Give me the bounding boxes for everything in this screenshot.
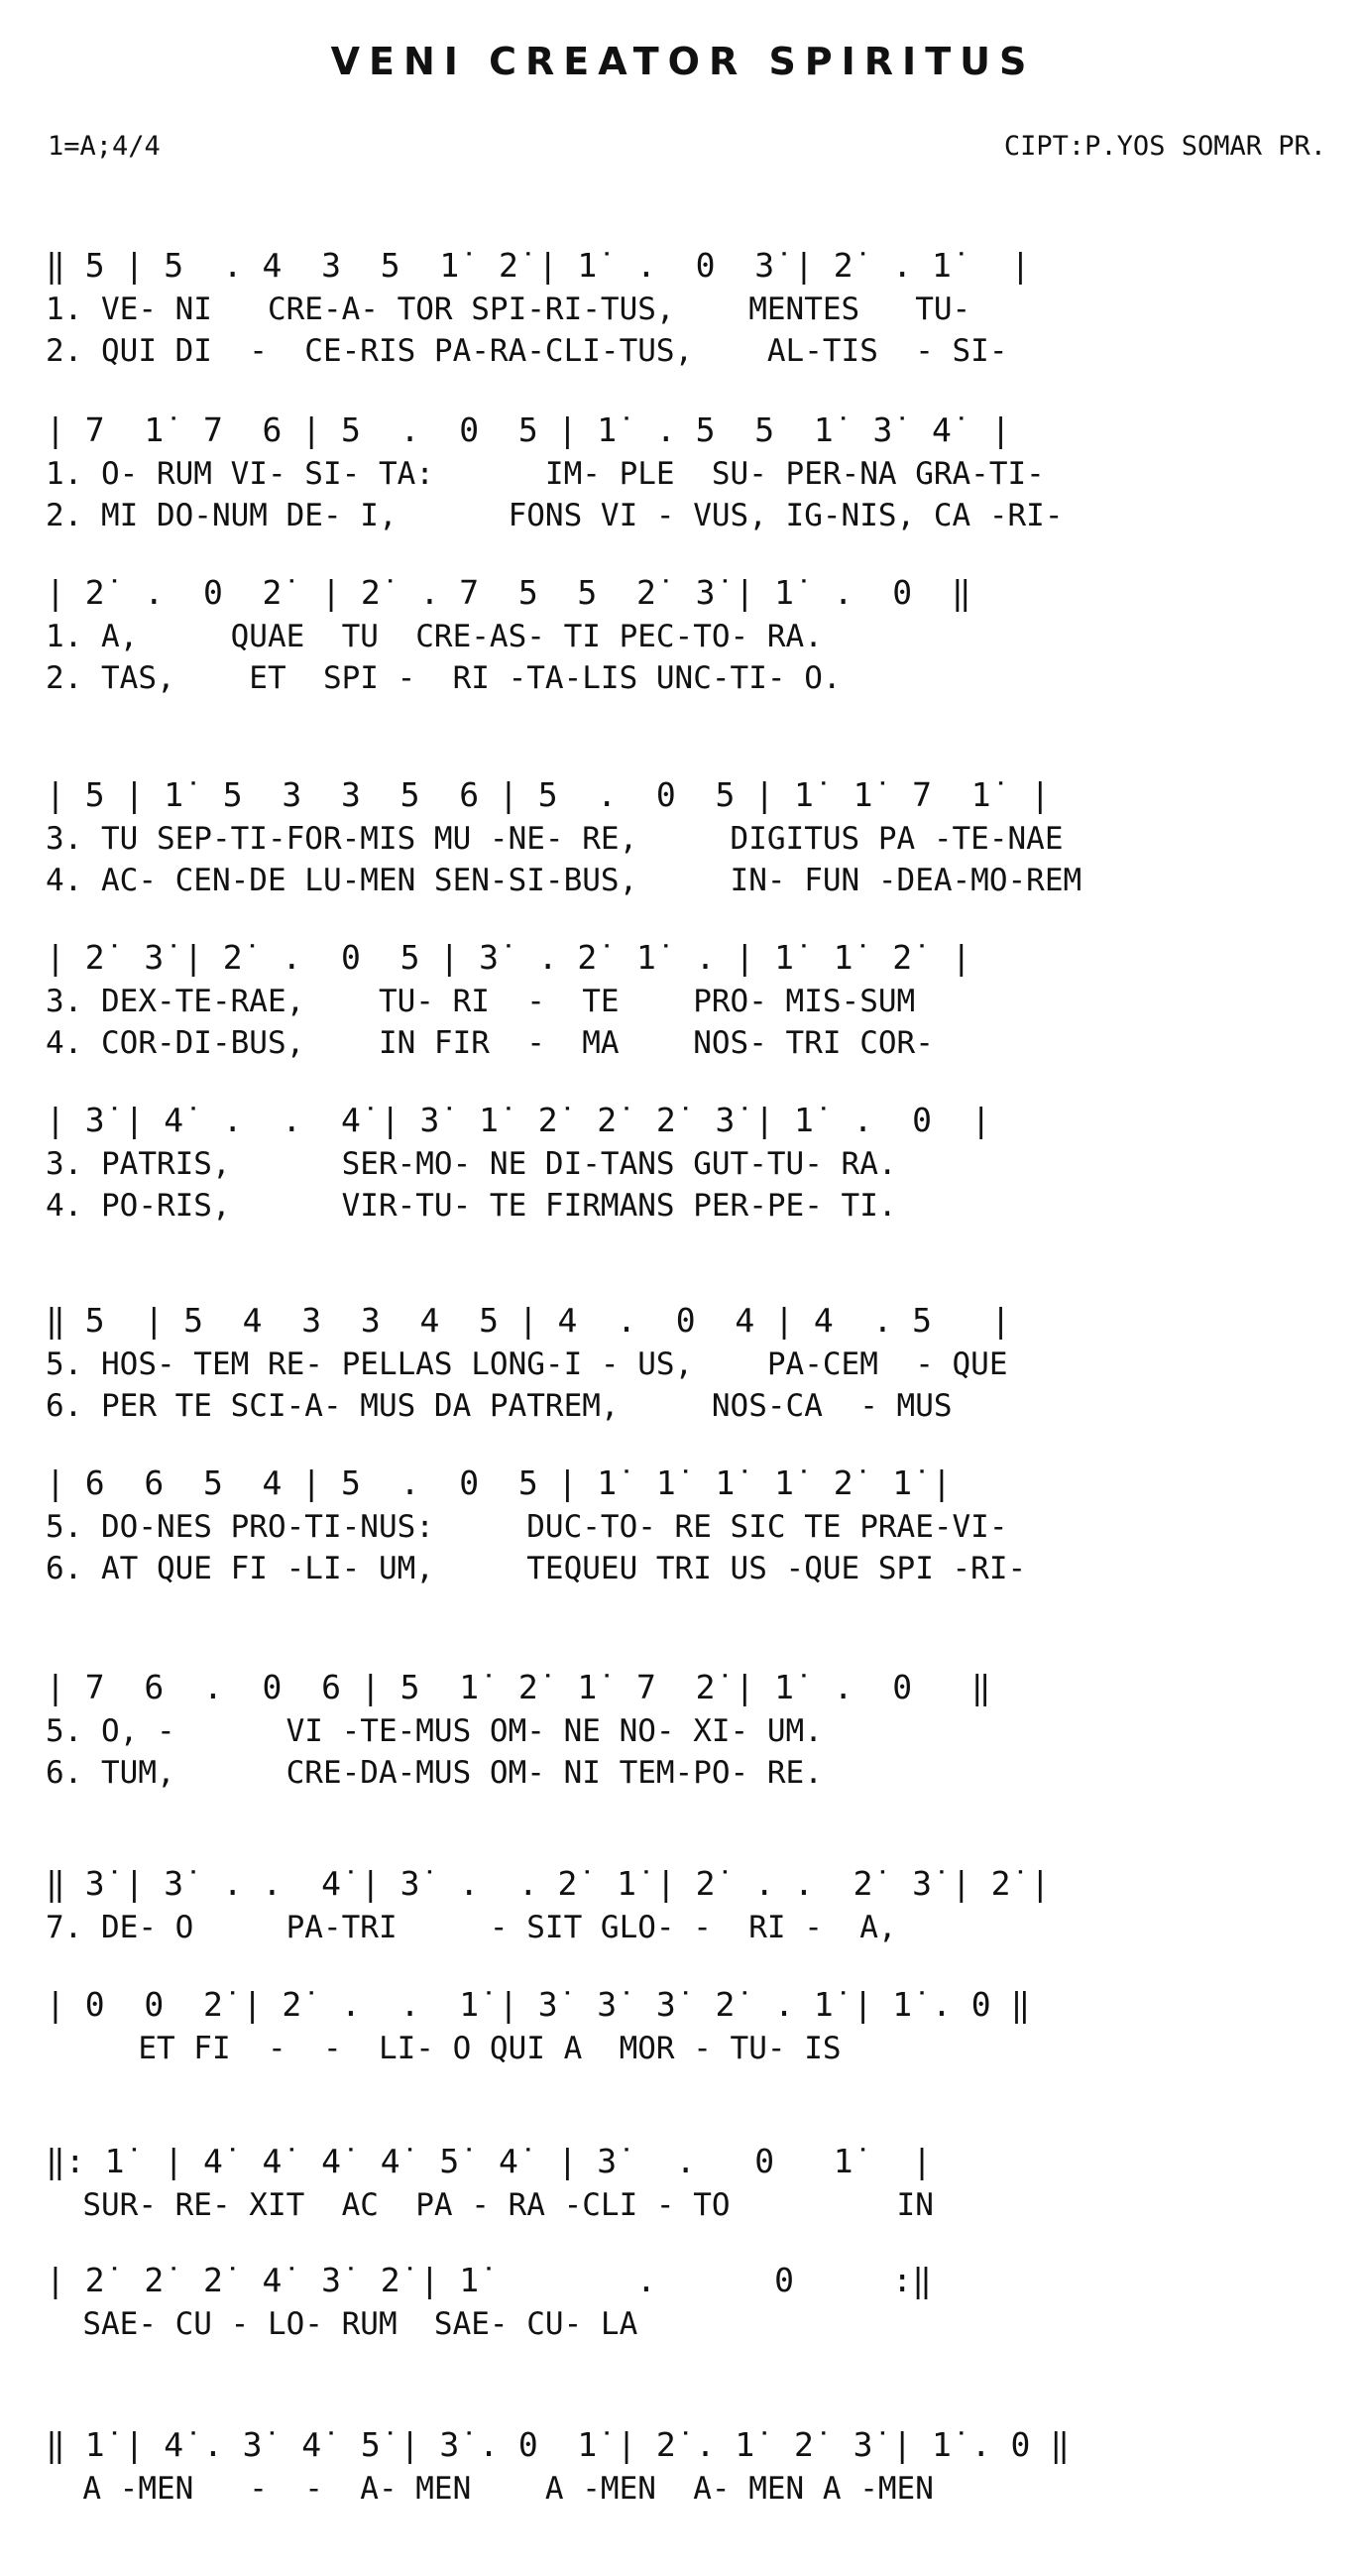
lyric-line: 4. PO-RIS, VIR-TU- TE FIRMANS PER-PE- TI. xyxy=(46,1188,897,1224)
notation-line: | 7 6 . 0 6 | 5 1̇ 2̇ 1̇ 7 2̇ | 1̇ . 0 ‖ xyxy=(46,1668,991,1706)
notation-line: ‖ 1̇ | 4̇ . 3̇ 4̇ 5̇ | 3̇ . 0 1̇ | 2̇ . 1̇ 2̇ 3̇ | 1̇ . 0 ‖ xyxy=(46,2425,1071,2464)
notation-line: | 7 1̇ 7 6 | 5 . 0 5 | 1̇ . 5 5 1̇ 3̇ 4̇ | xyxy=(46,410,1011,449)
lyric-line: 5. DO-NES PRO-TI-NUS: DUC-TO- RE SIC TE PRAE-VI- xyxy=(46,1509,1008,1545)
notation-line: | 2̇ 3̇ | 2̇ . 0 5 | 3̇ . 2̇ 1̇ . | 1̇ 1̇ 2̇ | xyxy=(46,938,971,977)
lyric-line: 2. QUI DI - CE-RIS PA-RA-CLI-TUS, AL-TIS - SI- xyxy=(46,333,1008,369)
lyric-line: 5. HOS- TEM RE- PELLAS LONG-I - US, PA-CEM - QUE xyxy=(46,1347,1008,1382)
lyric-line: 1. VE- NI CRE-A- TOR SPI-RI-TUS, MENTES TU- xyxy=(46,292,971,327)
notation-line: | 6 6 5 4 | 5 . 0 5 | 1̇ 1̇ 1̇ 1̇ 2̇ 1̇ | xyxy=(46,1464,952,1502)
lyric-line: 5. O, - VI -TE-MUS OM- NE NO- XI- UM. xyxy=(46,1713,823,1749)
lyric-line: ET FI - - LI- O QUI A MOR - TU- IS xyxy=(46,2031,842,2066)
lyric-line: 7. DE- O PA-TRI - SIT GLO- - RI - A, xyxy=(46,1910,897,1945)
lyric-line: 2. TAS, ET SPI - RI -TA-LIS UNC-TI- O. xyxy=(46,660,842,696)
notation-line: ‖ 5 | 5 4 3 3 4 5 | 4 . 0 4 | 4 . 5 | xyxy=(46,1301,1011,1340)
lyric-line: SAE- CU - LO- RUM SAE- CU- LA xyxy=(46,2306,638,2342)
notation-line: ‖ 3̇ | 3̇ . . 4̇ | 3̇ . . 2̇ 1̇ | 2̇ . . 2̇ 3̇ | 2̇ | xyxy=(46,1864,1051,1903)
lyric-line: 4. COR-DI-BUS, IN FIR - MA NOS- TRI COR- xyxy=(46,1025,934,1061)
lyric-line: 3. PATRIS, SER-MO- NE DI-TANS GUT-TU- RA. xyxy=(46,1146,897,1182)
lyric-line: 6. PER TE SCI-A- MUS DA PATREM, NOS-CA - MUS xyxy=(46,1388,953,1424)
composer-credit: CIPT:P.YOS SOMAR PR. xyxy=(1003,131,1326,162)
page-title: VENI CREATOR SPIRITUS xyxy=(330,40,1036,83)
lyric-line: 3. TU SEP-TI-FOR-MIS MU -NE- RE, DIGITUS PA -TE-NAE xyxy=(46,821,1064,857)
lyric-line: 1. O- RUM VI- SI- TA: IM- PLE SU- PER-NA GRA-TI- xyxy=(46,456,1045,492)
lyric-line: 2. MI DO-NUM DE- I, FONS VI - VUS, IG-NIS, CA -RI- xyxy=(46,498,1064,533)
key-signature: 1=A;4/4 xyxy=(48,131,161,162)
notation-line: | 2̇ 2̇ 2̇ 4̇ 3̇ 2̇ | 1̇ . 0 :‖ xyxy=(46,2261,933,2299)
lyric-line: 4. AC- CEN-DE LU-MEN SEN-SI-BUS, IN- FUN -DEA-MO-REM xyxy=(46,863,1082,898)
notation-line: | 2̇ . 0 2̇ | 2̇ . 7 5 5 2̇ 3̇ | 1̇ . 0 ‖ xyxy=(46,573,971,612)
notation-line: | 3̇ | 4̇ . . 4̇ | 3̇ 1̇ 2̇ 2̇ 2̇ 3̇ | 1̇ . 0 | xyxy=(46,1101,991,1139)
lyric-line: 6. AT QUE FI -LI- UM, TEQUEU TRI US -QUE SPI -RI- xyxy=(46,1551,1027,1586)
lyric-line: 1. A, QUAE TU CRE-AS- TI PEC-TO- RA. xyxy=(46,619,823,654)
lyric-line: 6. TUM, CRE-DA-MUS OM- NI TEM-PO- RE. xyxy=(46,1755,823,1791)
notation-line: ‖ 5 | 5 . 4 3 5 1̇ 2̇ | 1̇ . 0 3̇ | 2̇ . 1̇ | xyxy=(46,246,1031,285)
lyric-line: SUR- RE- XIT AC PA - RA -CLI - TO IN xyxy=(46,2187,934,2223)
lyric-line: A -MEN - - A- MEN A -MEN A- MEN A -MEN xyxy=(46,2471,934,2507)
notation-line: | 0 0 2̇ | 2̇ . . 1̇ | 3̇ 3̇ 3̇ 2̇ . 1̇ | 1̇ . 0 ‖ xyxy=(46,1985,1031,2024)
notation-line: ‖: 1̇ | 4̇ 4̇ 4̇ 4̇ 5̇ 4̇ | 3̇ . 0 1̇ | xyxy=(46,2142,933,2180)
notation-line: | 5 | 1̇ 5 3 3 5 6 | 5 . 0 5 | 1̇ 1̇ 7 1̇ | xyxy=(46,775,1051,814)
lyric-line: 3. DEX-TE-RAE, TU- RI - TE PRO- MIS-SUM xyxy=(46,984,916,1019)
